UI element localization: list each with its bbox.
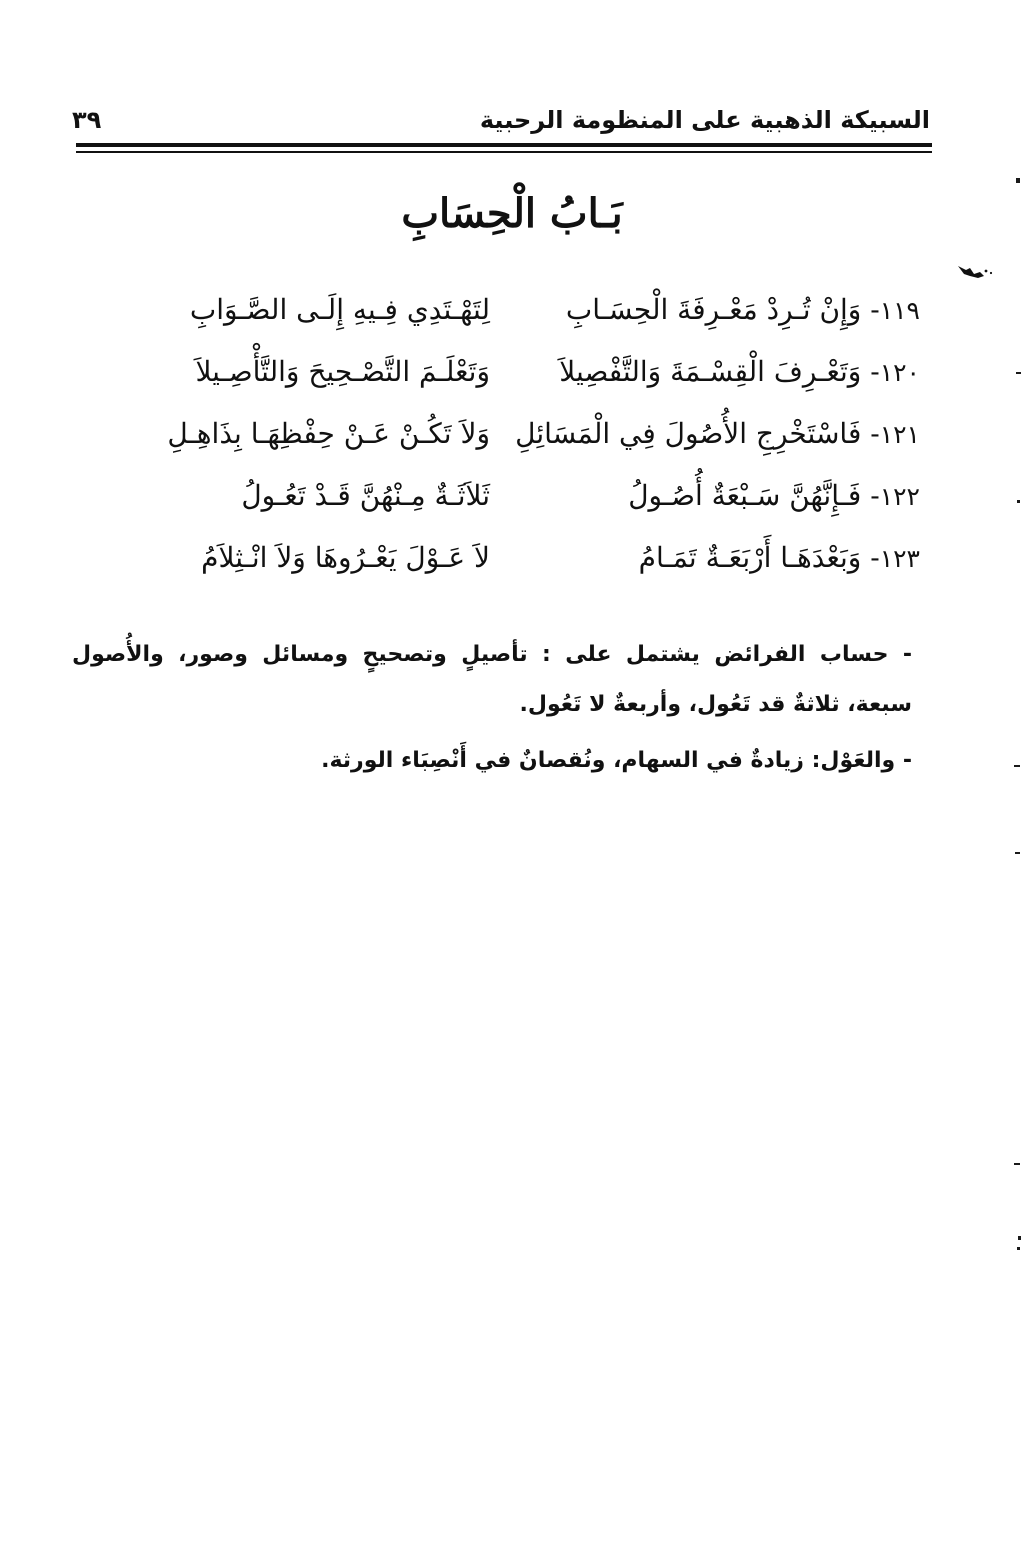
verse-second-hemistich: ثَلاَثَـةٌ مِـنْهُنَّ قَـدْ تَعُـولُ	[241, 478, 490, 512]
running-title: السبيكة الذهبية على المنظومة الرحبية	[479, 106, 930, 134]
verse-number: ١١٩	[879, 295, 920, 325]
verse-number: ١٢٠	[879, 357, 920, 387]
page-number: ٣٩	[72, 106, 102, 134]
verse-second-hemistich: وَتَعْلَـمَ التَّصْـحِيحَ وَالتَّأْصِـيلاَ	[195, 354, 490, 388]
verse-second-hemistich: لِتَهْـتَدِي فِـيهِ إِلَـى الصَّـوَابِ	[189, 292, 490, 326]
verse-row	[90, 464, 920, 526]
verse-first-hemistich: ١٢٣- وَبَعْدَهَـا أَرْبَعَـةٌ تَمَـامُ	[638, 540, 920, 574]
scan-speck	[1016, 178, 1020, 183]
verse-number: ١٢١	[879, 419, 920, 449]
verse-first-text: وَبَعْدَهَـا أَرْبَعَـةٌ تَمَـامُ	[638, 540, 862, 574]
verse-first-hemistich: ١١٩- وَإِنْ تُـرِدْ مَعْـرِفَةَ الْحِسَـابِ	[565, 292, 920, 326]
verse-number: ١٢٣	[879, 543, 920, 573]
verse-first-hemistich: ١٢١- فَاسْتَخْرِجِ الأُصُولَ فِي الْمَسَائِلِ	[515, 416, 920, 450]
scan-speck	[1017, 1247, 1020, 1250]
verse-row	[90, 340, 920, 402]
verse-first-text: فَاسْتَخْرِجِ الأُصُولَ فِي الْمَسَائِلِ	[515, 416, 862, 450]
verse-second-hemistich: لاَ عَـوْلَ يَعْـرُوهَا وَلاَ انْـثِلاَمُ	[201, 540, 490, 574]
header-rule-thick	[76, 143, 932, 147]
verse-first-hemistich: ١٢٠- وَتَعْـرِفَ الْقِسْـمَةَ وَالتَّفْصِيلاَ	[559, 354, 920, 388]
verse-row	[90, 526, 920, 588]
scan-speck	[1016, 372, 1021, 374]
scan-speck	[1017, 500, 1020, 503]
verse-first-hemistich: ١٢٢- فَـإِنَّهُنَّ سَـبْعَةٌ أُصُـولُ	[628, 478, 920, 512]
verse-row	[90, 278, 920, 340]
verse-first-text: وَتَعْـرِفَ الْقِسْـمَةَ وَالتَّفْصِيلاَ	[559, 354, 862, 388]
chapter-title: بَـابُ الْحِسَابِ	[401, 190, 623, 237]
scan-speck	[1014, 765, 1020, 767]
poem-verses	[90, 278, 920, 588]
commentary-paragraph: - حساب الفرائض يشتمل على : تأصيلٍ وتصحيحٍ ومسائل وصور، والأُصول سبعة، ثلاثةٌ قد تَعُول، وأربعةٌ لا تَعُول.	[72, 642, 912, 717]
header-rule-thin	[76, 151, 932, 153]
scan-speck	[1018, 1236, 1021, 1240]
commentary-paragraph: - والعَوْل: زيادةٌ في السهام، ونُقصانٌ في أَنْصِبَاء الورثة.	[321, 748, 912, 773]
commentary-section	[72, 630, 912, 792]
verse-first-text: فَـإِنَّهُنَّ سَـبْعَةٌ أُصُـولُ	[628, 478, 862, 512]
scan-speck	[1014, 1163, 1020, 1165]
verse-number: ١٢٢	[879, 481, 920, 511]
scan-blot	[956, 262, 994, 282]
scan-speck	[1015, 852, 1020, 854]
verse-row	[90, 402, 920, 464]
running-header	[72, 102, 930, 138]
verse-second-hemistich: وَلاَ تَكُـنْ عَـنْ حِفْظِهَـا بِذَاهِـلِ	[167, 416, 490, 450]
verse-first-text: وَإِنْ تُـرِدْ مَعْـرِفَةَ الْحِسَـابِ	[565, 292, 862, 326]
